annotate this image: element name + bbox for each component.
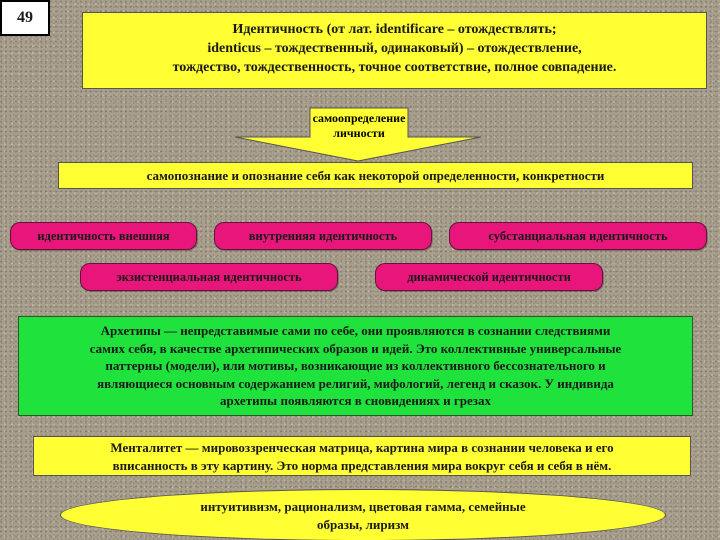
archetypes-line: являющиеся основным содержанием религий, мифологий, легенд и сказок. У индивида (97, 375, 614, 391)
mentality-box (33, 436, 691, 476)
definition-box (82, 12, 707, 89)
self-determination-arrow (233, 107, 483, 162)
substantial-identity-box: субстанциальная идентичность (449, 222, 707, 250)
definition-line: identicus – тождественный, одинаковый) – отождествление, (207, 41, 582, 56)
arrow-label-line: личности (333, 126, 385, 140)
self-knowledge-box: самопознание и опознание себя как некоторой определенности, конкретности (58, 162, 693, 189)
traits-line: интуитивизм, рационализм, цветовая гамма, семейные (200, 499, 526, 514)
traits-line: образы, лиризм (316, 517, 409, 532)
internal-identity-box: внутренняя идентичность (214, 222, 432, 250)
archetypes-line: паттерны (модели), или мотивы, возникающие из коллективного бессознательного и (105, 358, 606, 373)
arrow-label (311, 111, 407, 141)
archetypes-line: Архетипы — непредставимые сами по себе, они проявляются в сознании следствиями (100, 323, 611, 338)
slide-number: 49 (0, 0, 50, 36)
archetypes-line: самих себя, в качестве архетипических образов и идей. Это коллективные универсальные (89, 340, 622, 356)
mentality-line: вписанность в эту картину. Это норма представления мира вокруг себя и себя в нём. (112, 458, 612, 473)
mentality-line: Менталитет — мировоззренческая матрица, картина мира в сознании человека и его (110, 440, 614, 455)
traits-ellipse (60, 489, 666, 540)
definition-line: Идентичность (от лат. identificare – отождествлять; (232, 22, 557, 37)
dynamic-identity-box: динамической идентичности (375, 263, 603, 291)
definition-line: тождество, тождественность, точное соответствие, полное совпадение. (172, 60, 617, 75)
archetypes-line: архетипы появляются в сновидениях и грезах (220, 393, 491, 408)
archetypes-box (18, 316, 693, 416)
existential-identity-box: экзистенциальная идентичность (80, 263, 338, 291)
external-identity-box: идентичность внешняя (10, 222, 197, 250)
arrow-label-line: самоопределение (312, 111, 406, 125)
